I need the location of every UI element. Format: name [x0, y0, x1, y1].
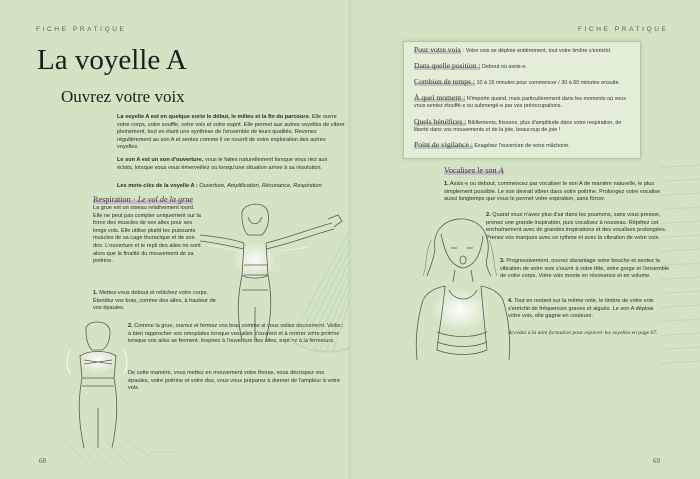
opening-paragraph	[117, 157, 343, 172]
running-head-right: FICHE PRATIQUE	[578, 26, 669, 33]
infobox-row-duration	[414, 78, 620, 87]
page-number-right: 69	[653, 457, 660, 465]
woman-arms-crossed-illustration	[62, 320, 132, 450]
step-number: 3.	[500, 258, 505, 264]
infobox-text: Bâillements, frissons, plus d'amplitude dans votre respiration, de liberté dans vos mouvements et de la joie, beaucoup de joie !	[414, 120, 622, 134]
keywords-values: Ouverture, Amplification, Résonance, Respiration	[199, 183, 322, 189]
respiration-heading: Respiration · Le vol de la grue	[93, 195, 194, 204]
keywords-label: Les mots-clés de la voyelle A :	[117, 183, 198, 189]
practice-infobox	[403, 41, 641, 159]
vocalise-step-1	[444, 181, 662, 204]
keywords-line	[117, 183, 343, 191]
decorative-hatching-bottom	[50, 440, 180, 470]
running-head-left: FICHE PRATIQUE	[36, 26, 127, 33]
step-text: Quand vous n'avez plus d'air dans les poumons, sans vous presser, prenez une grande inspiration, puis vocalisez à nouveau. Répétez cet enchaînement avec de grandes inspirations et des vocalises prolongées. Prenez vos marques avec ce rythme et avec la vibration de votre voix.	[486, 212, 667, 241]
infobox-row-vigilance	[414, 141, 570, 150]
mini-formation-note: Accédez à la mini formation pour explorer les voyelles en page 67.	[508, 330, 658, 336]
infobox-text: : Votre voix se déploie entièrement, tout votre timbre s'enrichit.	[461, 48, 612, 54]
infobox-label: Pour votre voix	[414, 45, 462, 54]
step-number: 2.	[486, 212, 491, 218]
infobox-text: Exagérez l'ouverture de votre mâchoire.	[472, 143, 570, 149]
infobox-row-benefits	[414, 118, 636, 134]
page-subtitle: Ouvrez votre voix	[61, 87, 185, 106]
intro-text: Elle ouvre votre corps, votre souffle, votre voix et votre esprit. Elle permet aux autres voyelles de vibrer pleinement, tout en étant une synthèse de l'ensemble de leurs qualités. Revenez régulièrement au son A et sentez comme il se nourrit de votre exploration des autres voyelles.	[117, 114, 345, 151]
opening-text: vous le faites naturellement lorsque vous riez aux éclats, lorsque vous vous émerveillez ou lorsqu'une situation arrive à sa résolution.	[117, 157, 328, 171]
step-number: 1.	[444, 181, 449, 187]
infobox-label: Combien de temps :	[414, 77, 475, 86]
infobox-row-voice	[414, 46, 612, 55]
step-text: Assis·e ou debout, commencez par vocaliser le son A de manière naturelle, le plus simplement possible. Le son devrait vibrer dans votre poitrine. Prolongez votre vocalise aussi longtemps que vous le permet votre expiration, sans forcer.	[444, 181, 661, 203]
decorative-lines-left	[280, 230, 350, 360]
respiration-intro: La grue est un oiseau relativement lourd. Elle ne peut pas compter uniquement sur la force des muscles de ses ailes pour ses longs vols. Elle utilise plutôt les puissants muscles de sa cage thoracique et de son dos. L'ouverture et le repli des ailes ne sont alors que la finalité du mouvement de sa poitrine.	[93, 205, 201, 265]
respiration-conclusion: De cette manière, vous mettez en mouvement votre thorax, vous décrispez vos épaules, votre poitrine et votre dos, vous vous préparez à donner de l'ampleur à votre voix.	[128, 370, 340, 392]
infobox-text: N'importe quand, mais particulièrement dans les moments où vous vous sentez étouffé·e ou submergé·e par vos préoccupations.	[414, 96, 626, 110]
vocalise-heading-letter: A	[498, 166, 504, 175]
infobox-text: 10 à 15 minutes pour commencer / 30 à 60 minutes ensuite.	[474, 80, 620, 86]
step-text: Progressivement, ouvrez davantage votre bouche et sentez la vibration de votre voix s'ouvrir à votre tête, votre gorge et l'ensemble de votre corps. Votre voix monte en résonance et en volume.	[500, 258, 670, 280]
step-text: Tout en restant sur la même note, le timbre de votre voix s'enrichit de fréquences graves et aiguës. Le son A déploie votre voix, elle gagne en couleurs.	[508, 298, 654, 320]
step-number: 2.	[128, 323, 133, 329]
woman-vocalizing-illustration	[405, 210, 520, 370]
step-number: 4.	[508, 298, 513, 304]
step-text: Comme la grue, ouvrez et fermez vos bras comme si vous voliez doucement. Veillez à bien rapprocher vos omoplates lorsque vos ailes s'ouvrent et à rentrer votre poitrine lorsque vos ailes se ferment. Inspirez à l'ouverture des ailes, expirez à la fermeture.	[128, 323, 344, 345]
vocalise-heading-label: Vocalisez le son	[444, 166, 499, 175]
page-number-left: 68	[39, 457, 46, 465]
page-title: La voyelle A	[37, 44, 187, 76]
infobox-label: À quel moment :	[414, 93, 466, 102]
decorative-lines-right	[660, 160, 700, 370]
opening-lead: Le son A est un son d'ouverture,	[117, 157, 204, 163]
step-number: 1.	[93, 290, 98, 296]
infobox-label: Quels bénéfices :	[414, 117, 467, 126]
infobox-label: Dans quelle position :	[414, 61, 481, 70]
respiration-heading-label: Respiration	[93, 195, 131, 204]
step-text: Mettez-vous debout et relâchez votre corps. Étendez vos bras, comme des ailes, à hauteur de vos épaules.	[93, 290, 216, 312]
vocalise-heading	[444, 166, 504, 175]
intro-paragraph	[117, 114, 347, 152]
infobox-text: Debout ou assis·e.	[480, 64, 527, 70]
respiration-heading-sub: Le vol de la grue	[137, 195, 194, 204]
vocalise-step-4	[508, 298, 658, 321]
infobox-row-moment	[414, 94, 636, 110]
infobox-label: Point de vigilance :	[414, 140, 473, 149]
vocalise-step-3	[500, 258, 670, 281]
intro-lead: La voyelle A est en quelque sorte le début, le milieu et la fin du parcours.	[117, 114, 311, 120]
infobox-row-position	[414, 62, 527, 71]
